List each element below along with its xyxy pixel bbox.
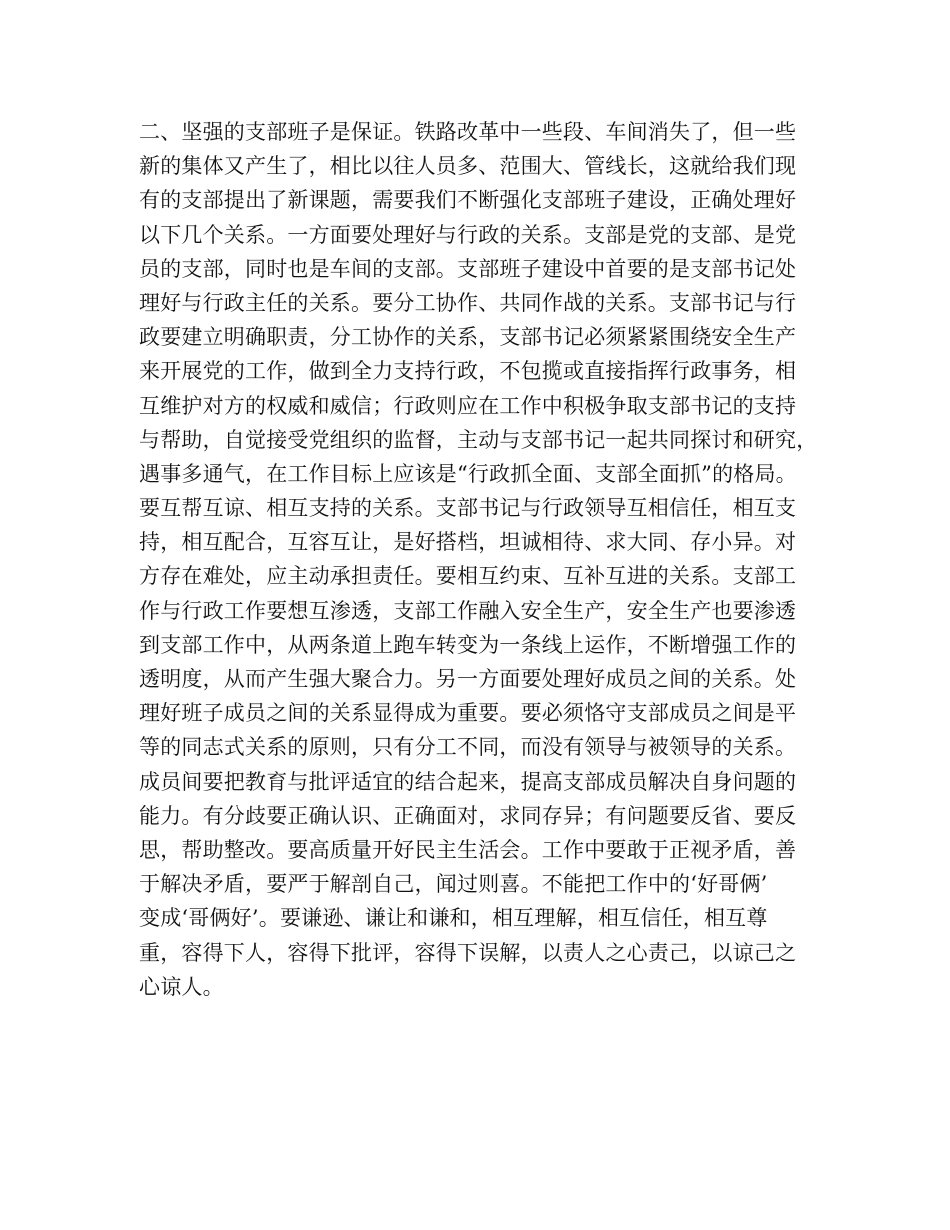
text-line: 理好与行政主任的关系。要分工协作、共同作战的关系。支部书记与行 (139, 290, 797, 315)
text-line: 遇事多通气，在工作目标上应该是“行政抓全面、支部全面抓”的格局。 (139, 461, 797, 486)
text-line: 新的集体又产生了，相比以往人员多、范围大、管线长，这就给我们现 (139, 154, 797, 179)
text-line: 到支部工作中，从两条道上跑车转变为一条线上运作，不断增强工作的 (139, 632, 797, 657)
text-line: 员的支部，同时也是车间的支部。支部班子建设中首要的是支部书记处 (139, 256, 797, 281)
text-line: 重，容得下人，容得下批评，容得下误解，以责人之心责己，以谅己之 (139, 940, 797, 965)
text-line: 作与行政工作要想互渗透，支部工作融入安全生产，安全生产也要渗透 (139, 598, 797, 623)
text-line: 心谅人。 (139, 974, 224, 999)
text-line: 方存在难处，应主动承担责任。要相互约束、互补互进的关系。支部工 (139, 564, 797, 589)
text-line: 持，相互配合，互容互让，是好搭档，坦诚相待、求大同、存小异。对 (139, 530, 797, 555)
text-line: 来开展党的工作，做到全力支持行政，不包揽或直接指挥行政事务，相 (139, 359, 797, 384)
text-line: 变成‘哥俩好’。要谦逊、谦让和谦和，相互理解，相互信任，相互尊 (139, 906, 768, 931)
text-line: 二、坚强的支部班子是保证。铁路改革中一些段、车间消失了，但一些 (139, 120, 797, 144)
text-line: 与帮助，自觉接受党组织的监督，主动与支部书记一起共同探讨和研究， (139, 427, 818, 452)
text-line: 政要建立明确职责，分工协作的关系，支部书记必须紧紧围绕安全生产 (139, 325, 797, 350)
text-line: 以下几个关系。一方面要处理好与行政的关系。支部是党的支部、是党 (139, 222, 797, 247)
text-line: 互维护对方的权威和威信；行政则应在工作中积极争取支部书记的支持 (139, 393, 797, 418)
text-line: 要互帮互谅、相互支持的关系。支部书记与行政领导互相信任，相互支 (139, 496, 797, 521)
text-line: 能力。有分歧要正确认识、正确面对，求同存异；有问题要反省、要反 (139, 803, 797, 828)
body-paragraph (139, 115, 839, 1004)
text-line: 有的支部提出了新课题，需要我们不断强化支部班子建设，正确处理好 (139, 188, 797, 213)
text-line: 理好班子成员之间的关系显得成为重要。要必须恪守支部成员之间是平 (139, 701, 797, 726)
text-line: 等的同志式关系的原则，只有分工不同，而没有领导与被领导的关系。 (139, 735, 797, 760)
text-line: 成员间要把教育与批评适宜的结合起来，提高支部成员解决自身问题的 (139, 769, 797, 794)
text-line: 于解决矛盾，要严于解剖自己，闻过则喜。不能把工作中的‘好哥俩’ (139, 872, 768, 897)
text-line: 思，帮助整改。要高质量开好民主生活会。工作中要敢于正视矛盾，善 (139, 837, 797, 862)
text-line: 透明度，从而产生强大聚合力。另一方面要处理好成员之间的关系。处 (139, 667, 797, 691)
